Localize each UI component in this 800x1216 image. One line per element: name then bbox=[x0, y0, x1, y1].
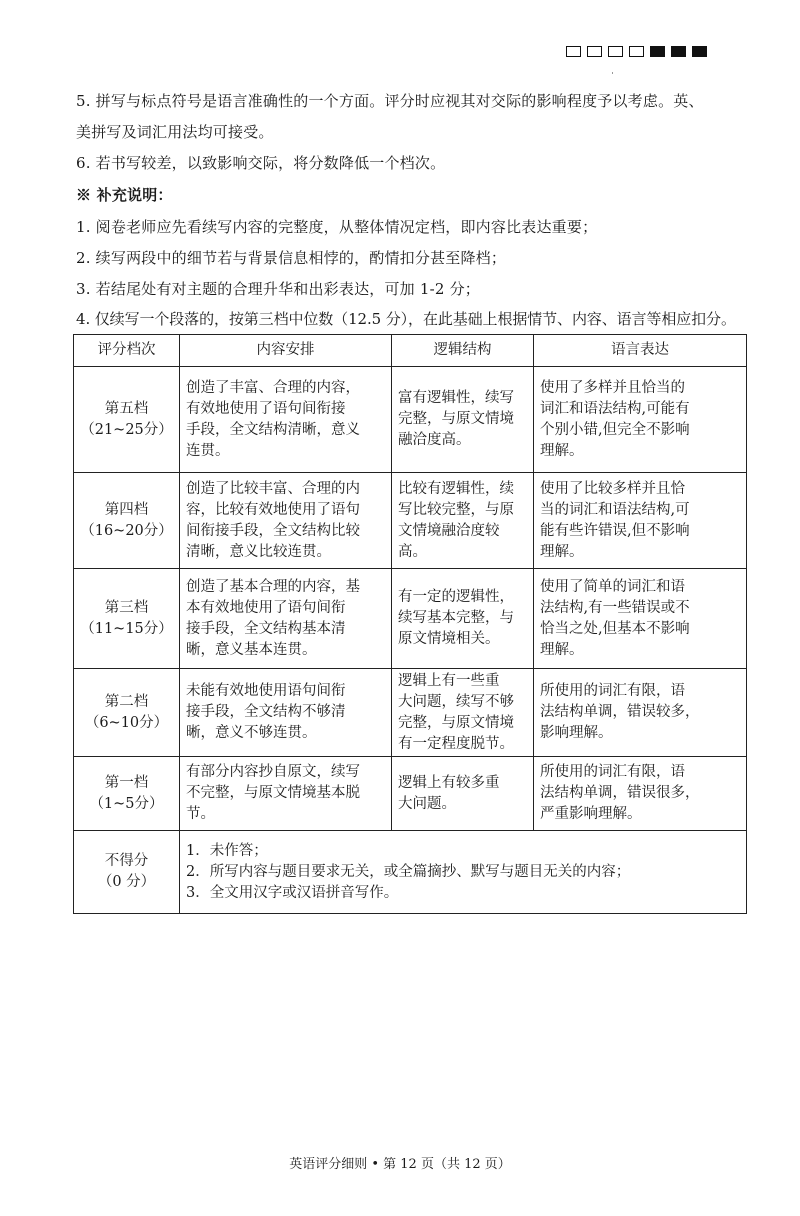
supplement-item-2: 2. 续写两段中的细节若与背景信息相悖的，酌情扣分甚至降档； bbox=[76, 249, 507, 267]
language-cell-line: 所使用的词汇有限，语 bbox=[540, 764, 685, 780]
grade-cell bbox=[74, 831, 180, 914]
logic-cell-line: 融洽度高。 bbox=[398, 432, 471, 448]
logic-cell-line: 逻辑上有一些重 bbox=[398, 672, 500, 689]
grade-cell bbox=[74, 367, 180, 473]
language-cell-line: 法结构,有一些错误或不 bbox=[540, 599, 690, 616]
content-cell bbox=[180, 569, 392, 669]
registration-mark bbox=[608, 46, 623, 57]
logic-cell bbox=[392, 473, 534, 569]
paragraph-6: 6. 若书写较差，以致影响交际，将分数降低一个档次。 bbox=[76, 154, 446, 172]
logic-cell-line: 完整，与原文情境 bbox=[398, 411, 514, 427]
grade-cell-line: 第一档 bbox=[104, 774, 149, 791]
zero-criteria-cell-line: 3．全文用汉字或汉语拼音写作。 bbox=[186, 884, 399, 901]
content-cell-line: 晰，意义基本连贯。 bbox=[186, 641, 317, 658]
logic-cell-line: 有一定程度脱节。 bbox=[398, 735, 514, 752]
table-row bbox=[74, 757, 747, 831]
logic-cell-line: 高。 bbox=[398, 543, 427, 560]
language-cell bbox=[534, 473, 747, 569]
content-cell-line: 间衔接手段，全文结构比较 bbox=[186, 522, 360, 539]
registration-mark bbox=[566, 46, 581, 57]
language-cell bbox=[534, 757, 747, 831]
zero-criteria-cell-line: 1．未作答； bbox=[186, 842, 268, 859]
grade-cell-line: 第二档 bbox=[104, 693, 149, 710]
paragraph-5-line-1: 5. 拼写与标点符号是语言准确性的一个方面。评分时应视其对交际的影响程度予以考虑。英、 bbox=[76, 92, 704, 110]
registration-mark bbox=[629, 46, 644, 57]
table-row bbox=[74, 473, 747, 569]
supplement-item-4: 4. 仅续写一个段落的，按第三档中位数（12.5 分），在此基础上根据情节、内容、语言等相应扣分。 bbox=[76, 310, 736, 328]
language-cell-line: 使用了简单的词汇和语 bbox=[540, 578, 685, 595]
grade-cell-line: 第四档 bbox=[104, 501, 149, 518]
content-cell-line: 创造了比较丰富、合理的内 bbox=[186, 480, 360, 497]
language-cell bbox=[534, 569, 747, 669]
content-cell-line: 创造了基本合理的内容，基 bbox=[186, 578, 360, 595]
language-cell-line: 恰当之处,但基本不影响 bbox=[540, 620, 690, 637]
grade-cell-line: （0 分） bbox=[97, 874, 156, 890]
content-cell-line: 容，比较有效地使用了语句 bbox=[186, 501, 360, 518]
content-cell-line: 清晰，意义比较连贯。 bbox=[186, 543, 331, 560]
content-cell-line: 手段，全文结构清晰，意义 bbox=[186, 421, 360, 438]
content-cell-line: 未能有效地使用语句间衔 bbox=[186, 683, 346, 699]
grade-cell bbox=[74, 757, 180, 831]
supplement-item-1: 1. 阅卷老师应先看续写内容的完整度，从整体情况定档，即内容比表达重要； bbox=[76, 218, 598, 236]
grade-cell-line: 第五档 bbox=[104, 400, 149, 417]
logic-cell-line: 大问题，续写不够 bbox=[398, 693, 514, 710]
language-cell-line: 个别小错,但完全不影响 bbox=[540, 421, 690, 438]
scoring-table bbox=[73, 334, 747, 914]
content-cell-line: 不完整，与原文情境基本脱 bbox=[186, 785, 360, 801]
registration-mark bbox=[692, 46, 707, 57]
logic-cell-line: 比较有逻辑性，续 bbox=[398, 480, 514, 497]
logic-cell-line: 富有逻辑性，续写 bbox=[398, 390, 514, 406]
grade-cell-line: 不得分 bbox=[104, 853, 149, 869]
content-cell-line: 有部分内容抄自原文，续写 bbox=[186, 764, 360, 780]
language-cell-line: 所使用的词汇有限，语 bbox=[540, 683, 685, 699]
grade-cell-line: （1~5分） bbox=[89, 795, 164, 812]
grade-cell bbox=[74, 669, 180, 757]
logic-cell-line: 原文情境相关。 bbox=[398, 631, 500, 647]
logic-cell-line: 完整，与原文情境 bbox=[398, 714, 514, 731]
content-cell bbox=[180, 473, 392, 569]
logic-cell bbox=[392, 569, 534, 669]
language-cell-line: 使用了多样并且恰当的 bbox=[540, 379, 685, 396]
language-cell-line: 当的词汇和语法结构,可 bbox=[540, 501, 690, 518]
language-cell-line: 严重影响理解。 bbox=[540, 806, 642, 822]
logic-cell-line: 写比较完整，与原 bbox=[398, 501, 514, 518]
grade-cell bbox=[74, 569, 180, 669]
language-cell-line: 理解。 bbox=[540, 543, 584, 560]
grade-cell-line: （16~20分） bbox=[80, 522, 173, 539]
language-cell-line: 词汇和语法结构,可能有 bbox=[540, 400, 690, 417]
table-row bbox=[74, 569, 747, 669]
logic-cell bbox=[392, 669, 534, 757]
logic-cell bbox=[392, 757, 534, 831]
header-content: 内容安排 bbox=[180, 335, 392, 367]
zero-criteria-cell bbox=[180, 831, 747, 914]
table-row bbox=[74, 669, 747, 757]
header-logic: 逻辑结构 bbox=[392, 335, 534, 367]
content-cell-line: 有效地使用了语句间衔接 bbox=[186, 400, 346, 417]
content-cell-line: 节。 bbox=[186, 806, 215, 822]
zero-criteria-cell-line: 2．所写内容与题目要求无关，或全篇摘抄、默写与题目无关的内容； bbox=[186, 863, 631, 880]
paragraph-5-line-2: 美拼写及词汇用法均可接受。 bbox=[76, 123, 274, 141]
grade-cell-line: （21~25分） bbox=[80, 421, 173, 438]
grade-cell-line: （6~10分） bbox=[84, 714, 169, 731]
registration-marks bbox=[566, 46, 707, 57]
content-cell-line: 连贯。 bbox=[186, 442, 230, 459]
supplement-item-3: 3. 若结尾处有对主题的合理升华和出彩表达，可加 1-2 分； bbox=[76, 280, 480, 298]
content-cell bbox=[180, 757, 392, 831]
language-cell-line: 影响理解。 bbox=[540, 725, 613, 741]
logic-cell-line: 逻辑上有较多重 bbox=[398, 774, 500, 791]
content-cell-line: 接手段，全文结构基本清 bbox=[186, 620, 346, 637]
table-row bbox=[74, 367, 747, 473]
header-language: 语言表达 bbox=[534, 335, 747, 367]
table-header-row bbox=[74, 335, 747, 367]
header-grade: 评分档次 bbox=[74, 335, 180, 367]
registration-mark bbox=[587, 46, 602, 57]
logic-cell-line: 有一定的逻辑性， bbox=[398, 589, 514, 605]
content-cell-line: 接手段，全文结构不够清 bbox=[186, 704, 346, 720]
logic-cell-line: 大问题。 bbox=[398, 795, 456, 812]
content-cell-line: 晰，意义不够连贯。 bbox=[186, 725, 317, 741]
language-cell bbox=[534, 669, 747, 757]
registration-mark bbox=[671, 46, 686, 57]
content-cell bbox=[180, 367, 392, 473]
language-cell-line: 能有些许错误,但不影响 bbox=[540, 522, 690, 539]
language-cell-line: 法结构单调，错误很多， bbox=[540, 785, 700, 801]
supplement-title: ※ 补充说明： bbox=[76, 186, 173, 204]
grade-cell bbox=[74, 473, 180, 569]
language-cell-line: 理解。 bbox=[540, 442, 584, 459]
language-cell-line: 使用了比较多样并且恰 bbox=[540, 480, 685, 497]
scan-dot bbox=[612, 72, 613, 74]
language-cell bbox=[534, 367, 747, 473]
logic-cell-line: 文情境融洽度较 bbox=[398, 522, 500, 539]
content-cell-line: 本有效地使用了语句间衔 bbox=[186, 599, 346, 616]
registration-mark bbox=[650, 46, 665, 57]
grade-cell-line: 第三档 bbox=[104, 599, 149, 616]
language-cell-line: 法结构单调，错误较多， bbox=[540, 704, 700, 720]
page-footer: 英语评分细则 • 第 12 页（共 12 页） bbox=[289, 1157, 511, 1172]
logic-cell bbox=[392, 367, 534, 473]
content-cell-line: 创造了丰富、合理的内容， bbox=[186, 379, 360, 396]
logic-cell-line: 续写基本完整，与 bbox=[398, 610, 514, 626]
grade-cell-line: （11~15分） bbox=[80, 620, 173, 637]
table-row-zero bbox=[74, 831, 747, 914]
language-cell-line: 理解。 bbox=[540, 641, 584, 658]
content-cell bbox=[180, 669, 392, 757]
